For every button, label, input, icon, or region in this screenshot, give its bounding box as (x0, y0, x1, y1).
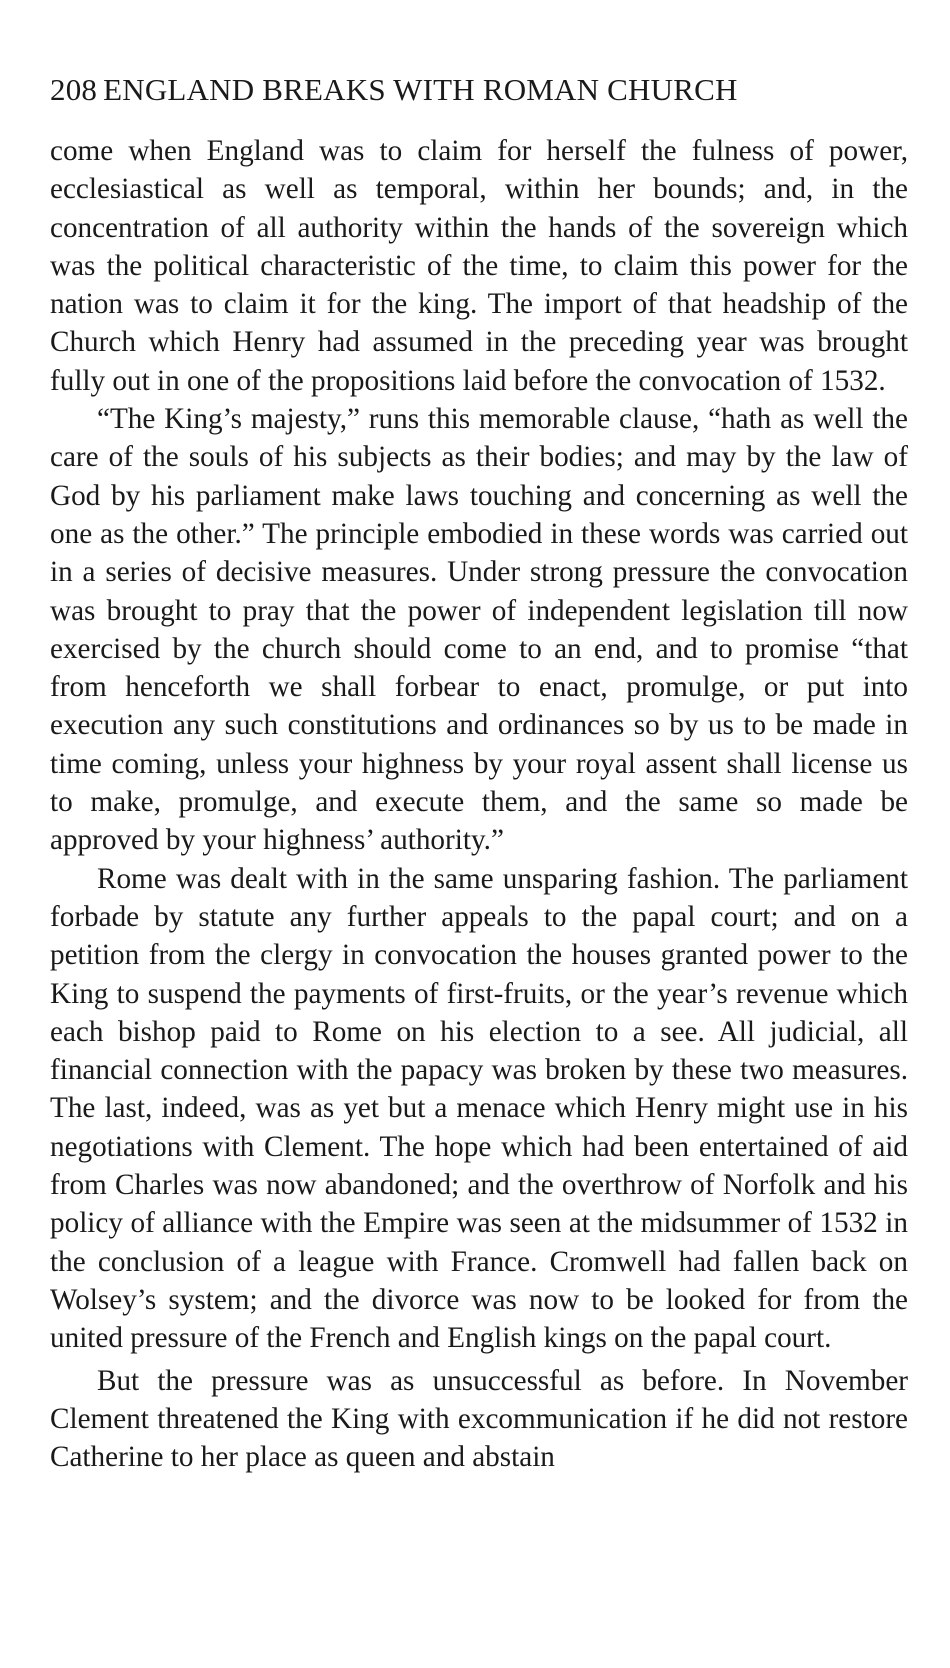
paragraph-pressure-unsuccessful: But the pressure was as unsuccessful as before. In November Clement threatened the King with excommunication if he did not restore Catherine to her place as queen and abstain (50, 1364, 908, 1474)
paragraph-continuation: come when England was to claim for herself the fulness of power, ecclesiastical as well as temporal, within her bounds; and, in the concentration of all authority within the hands of the sovereign which was the political characteristic of the time, to claim this power for the nation was to claim it for the king. The import of that headship of the Church which Henry had assumed in the preceding year was brought fully out in one of the propositions laid before the convocation of 1532. (50, 135, 908, 397)
book-page (50, 70, 908, 1476)
paragraph-rome-dealt-with: Rome was dealt with in the same unsparing fashion. The parliament forbade by statute any further appeals to the papal court; and on a petition from the clergy in convocation the houses granted power to the King to suspend the payments of first-fruits, or the year’s revenue which each bishop paid to Rome on his election to a see. All judicial, all financial connection with the papacy was broken by these two measures. The last, indeed, was as yet but a menace which Henry might use in his negotiations with Clement. The hope which had been entertained of aid from Charles was now abandoned; and the overthrow of Norfolk and his policy of alliance with the Empire was seen at the midsummer of 1532 in the conclusion of a league with France. Cromwell had fallen back on Wolsey’s system; and the divorce was now to be looked for from the united pressure of the French and English kings on the papal court. (50, 862, 908, 1355)
running-head (50, 70, 908, 110)
running-title: ENGLAND BREAKS WITH ROMAN CHURCH (103, 72, 738, 107)
page-number: 208 (50, 72, 98, 107)
paragraph-kings-majesty: “The King’s majesty,” runs this memorable clause, “hath as well the care of the souls of his subjects as their bodies; and may by the law of God by his parliament make laws touching and concerning as well the one as the other.” The principle embodied in these words was carried out in a series of decisive measures. Under strong pressure the convocation was brought to pray that the power of independent legislation till now exercised by the church should come to an end, and to promise “that from henceforth we shall forbear to enact, promulge, or put into execution any such constitutions and ordinances so by us to be made in time coming, unless your highness by your royal assent shall license us to make, promulge, and execute them, and the same so made be approved by your highness’ authority.” (50, 403, 908, 857)
body-text (50, 132, 908, 1476)
